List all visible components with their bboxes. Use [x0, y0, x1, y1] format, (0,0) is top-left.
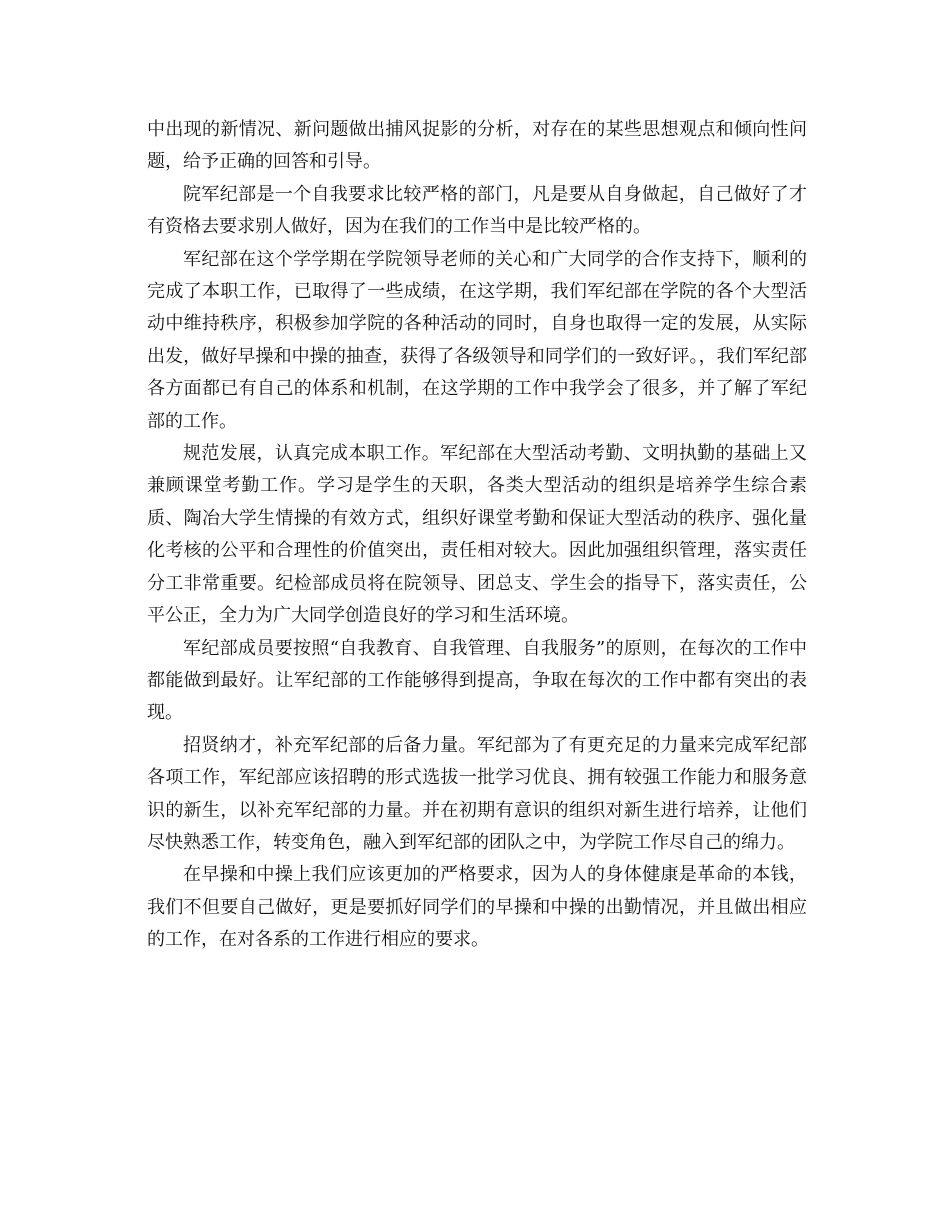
paragraph-4: 规范发展，认真完成本职工作。军纪部在大型活动考勤、文明执勤的基础上又兼顾课堂考勤工作。学习是学生的天职，各类大型活动的组织是培养学生综合素质、陶冶大学生情操的有效方式，组织好课堂考勤和保证大型活动的秩序、强化量化考核的公平和合理性的价值突出，责任相对较大。因此加强组织管理，落实责任分工非常重要。纪检部成员将在院领导、团总支、学生会的指导下，落实责任，公平公正，全力为广大同学创造良好的学习和生活环境。 [147, 443, 807, 627]
document-body [147, 114, 807, 957]
paragraph-2: 院军纪部是一个自我要求比较严格的部门，凡是要从自身做起，自己做好了才有资格去要求别人做好，因为在我们的工作当中是比较严格的。 [147, 183, 807, 238]
paragraph-7: 在早操和中操上我们应该更加的严格要求，因为人的身体健康是革命的本钱，我们不但要自己做好，更是要抓好同学们的早操和中操的出勤情况，并且做出相应的工作，在对各系的工作进行相应的要求。 [147, 864, 807, 951]
paragraph-6: 招贤纳才，补充军纪部的后备力量。军纪部为了有更充足的力量来完成军纪部各项工作，军纪部应该招聘的形式选拔一批学习优良、拥有较强工作能力和服务意识的新生，以补充军纪部的力量。并在初期有意识的组织对新生进行培养，让他们尽快熟悉工作，转变角色，融入到军纪部的团队之中，为学院工作尽自己的绵力。 [147, 734, 807, 853]
paragraph-5: 军纪部成员要按照“自我教育、自我管理、自我服务”的原则，在每次的工作中都能做到最好。让军纪部的工作能够得到提高，争取在每次的工作中都有突出的表现。 [147, 637, 807, 724]
paragraph-3: 军纪部在这个学学期在学院领导老师的关心和广大同学的合作支持下，顺利的完成了本职工作，已取得了一些成绩，在这学期，我们军纪部在学院的各个大型活动中维持秩序，积极参加学院的各种活动的同时，自身也取得一定的发展，从实际出发，做好早操和中操的抽查，获得了各级领导和同学们的一致好评。，我们军纪部各方面都已有自己的体系和机制，在这学期的工作中我学会了很多，并了解了军纪部的工作。 [147, 248, 807, 432]
paragraph-1: 中出现的新情况、新问题做出捕风捉影的分析，对存在的某些思想观点和倾向性问题，给予正确的回答和引导。 [147, 119, 807, 173]
